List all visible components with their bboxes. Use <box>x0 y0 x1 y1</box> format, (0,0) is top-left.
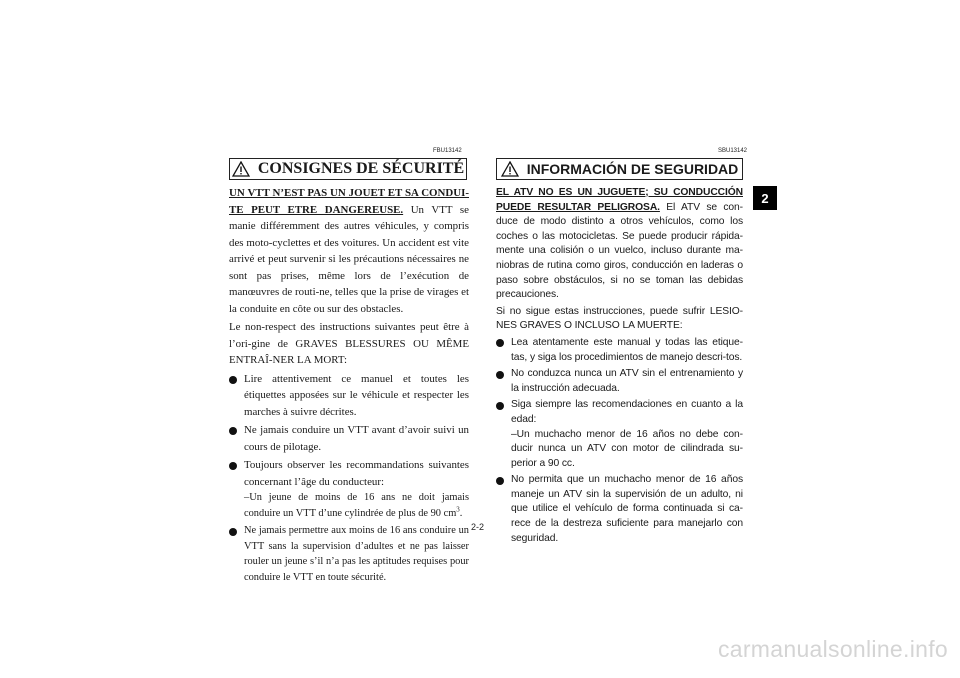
section-title-es: INFORMACIÓN DE SEGURIDAD <box>526 161 739 177</box>
list-item: Ne jamais conduire un VTT avant d’avoir suivi un cours de pilotage. <box>229 422 469 455</box>
list-item: No permita que un muchacho menor de 16 años maneje un ATV sin la supervisión de un adulto, ni que utilice el vehículo de forma continuada si ca-rece de la destreza suficiente para manejarlo con seguridad. <box>496 473 743 546</box>
content-column-es <box>496 186 743 548</box>
intro-paragraph-es <box>496 186 743 303</box>
warning-triangle-icon <box>501 161 519 177</box>
safety-list-fr <box>229 371 469 586</box>
bullet-icon <box>496 371 504 379</box>
bullet-icon <box>229 528 237 536</box>
chapter-tab: 2 <box>753 186 777 210</box>
intro-lead-fr: UN VTT N’EST PAS UN JOUET ET SA CONDUI-TE PEUT ETRE DANGEREUSE. <box>229 187 469 216</box>
watermark: carmanualsonline.info <box>717 636 948 662</box>
list-item: No conduzca nunca un ATV sin el entrenamiento y la instrucción adecuada. <box>496 367 743 396</box>
bullet-icon <box>496 477 504 485</box>
list-item: Siga siempre las recomendaciones en cuanto a la edad: –Un muchacho menor de 16 años no debe con-ducir nunca un ATV con motor de cilindrada su-perior a 90 cc. <box>496 398 743 471</box>
warning-paragraph-es: Si no sigue estas instrucciones, puede sufrir LESIO-NES GRAVES O INCLUSO LA MUERTE: <box>496 305 743 332</box>
warning-triangle-icon <box>232 161 250 177</box>
bullet-icon <box>496 402 504 410</box>
list-item: Toujours observer les recommandations suivantes concernant l’âge du conducteur: –Un jeune de moins de 16 ans ne doit jamais conduire un VTT d’une cylindrée de plus de 90 $cm^3$. <box>229 457 469 521</box>
section-title-fr: CONSIGNES DE SÉCURITÉ <box>257 160 465 177</box>
list-item: Ne jamais permettre aux moins de 16 ans conduire un VTT sans la supervision d’adultes et ne pas laisser rouler un jeune s’il n’a pas les aptitudes requises pour conduire le VTT en toute sécurité. <box>229 523 469 585</box>
content-column-fr <box>229 185 469 587</box>
bullet-icon <box>496 339 504 347</box>
intro-text-fr: Un VTT se manie différemment des autres véhicules, y compris des moto-cyclettes et des voitures. Un accident est vite arrivé et peut survenir si les précautions nécessaires ne sont pas prises, même lors de l’exécution de manœuvres de routi-ne, telles que la prise de virages et la conduite en côte ou sur des obstacles. <box>229 203 469 315</box>
safety-list-es <box>496 336 743 546</box>
bullet-icon <box>229 427 237 435</box>
list-item: Lea atentamente este manual y todas las etique-tas, y siga los procedimientos de manejo descri-tos. <box>496 336 743 365</box>
page-number: 2-2 <box>471 522 485 532</box>
section-title-box-fr <box>229 158 467 180</box>
list-item: Lire attentivement ce manuel et toutes les étiquettes apposées sur le véhicule et respecter les marches à suivre décrites. <box>229 371 469 421</box>
section-code-fr: FBU13142 <box>433 148 462 154</box>
bullet-icon <box>229 376 237 384</box>
intro-lead-es: EL ATV NO ES UN JUGUETE; SU CONDUCCIÓN PUEDE RESULTAR PELIGROSA. <box>496 187 743 213</box>
intro-text-es: El ATV se con-duce de modo distinto a otros vehículos, como los coches o las motocicletas. Se puede producir rápida-mente una colisión o un vuelco, incluso durante ma-niobras de rutina como giros, conducción en laderas o paso sobre obstáculos, si no se toman las debidas precauciones. <box>496 201 743 301</box>
bullet-icon <box>229 462 237 470</box>
warning-paragraph-fr: Le non-respect des instructions suivantes peut être à l’ori-gine de GRAVES BLESSURES OU MÊME ENTRAÎ-NER LA MORT: <box>229 321 469 366</box>
section-code-es: SBU13142 <box>718 148 748 154</box>
intro-paragraph-fr <box>229 185 469 317</box>
section-title-box-es <box>496 158 743 180</box>
